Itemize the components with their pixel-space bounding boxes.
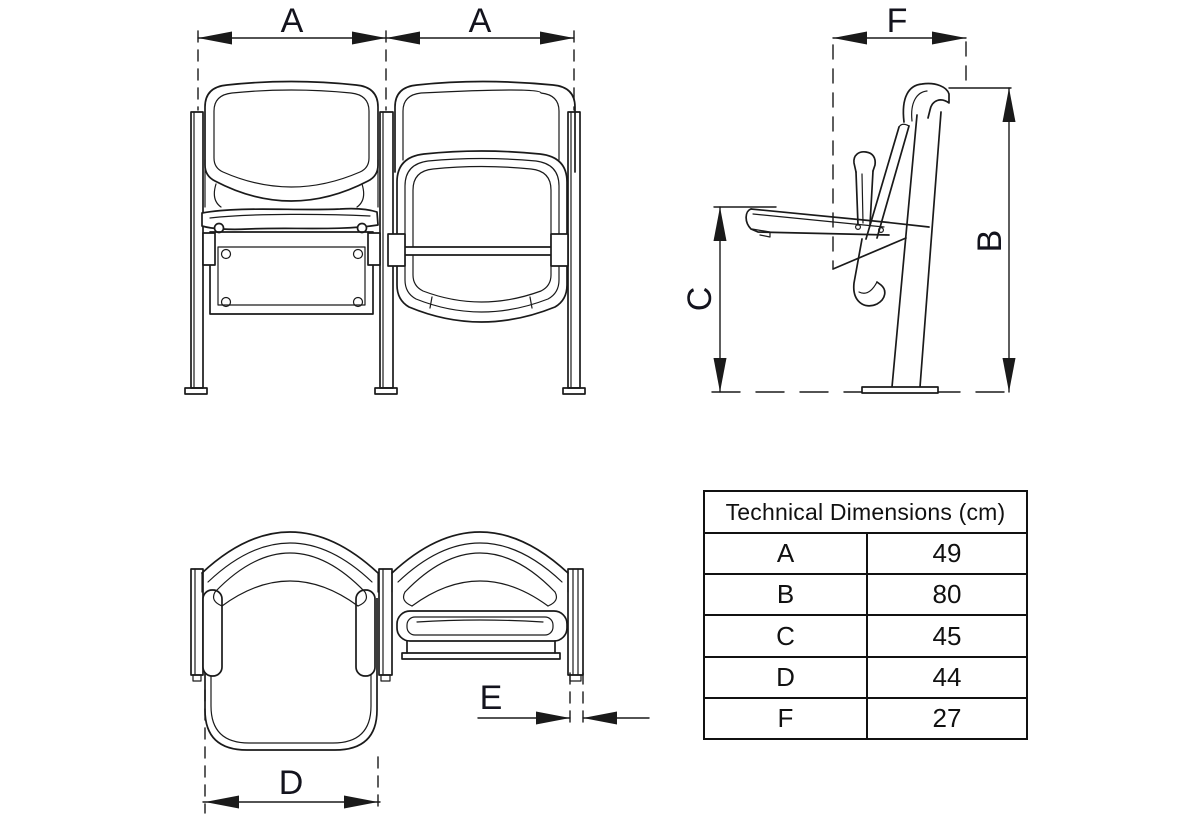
dim-value-cell: 44 — [932, 661, 962, 692]
foot-plate — [563, 388, 585, 394]
folded-seat-outer — [397, 151, 567, 322]
dim-label-a-left: A — [280, 2, 304, 40]
top-left-seat-open — [202, 532, 378, 750]
armrest — [854, 152, 875, 172]
hinge-bracket — [388, 234, 405, 266]
side-dim-f — [833, 2, 966, 268]
side-view — [681, 2, 1016, 393]
dim-label-f: F — [886, 2, 908, 40]
screw — [354, 250, 363, 259]
headrest — [903, 84, 949, 122]
armrest-pad — [203, 590, 222, 676]
table-row — [705, 658, 1026, 699]
seat-pan — [205, 598, 377, 750]
armrest-pad — [356, 590, 375, 676]
seat-front-edge — [202, 209, 378, 230]
top-right-seat-folded — [392, 532, 568, 659]
dimensions-table — [703, 490, 1028, 740]
foot-plate — [375, 388, 397, 394]
backrest-inner — [403, 90, 559, 160]
front-view — [185, 2, 585, 394]
dim-letter-cell: F — [705, 699, 868, 738]
backrest-outer — [205, 82, 378, 202]
dim-letter-cell: C — [705, 616, 868, 655]
dim-value-cell: 45 — [932, 620, 962, 651]
top-view — [191, 532, 649, 813]
dim-letter-cell: B — [705, 575, 868, 614]
top-dim-e — [478, 673, 649, 730]
hinge-bracket — [551, 234, 568, 266]
dim-label-b: B — [971, 229, 1009, 253]
hinge-bracket — [368, 233, 380, 265]
dim-letter-cell: A — [705, 534, 868, 573]
table-row — [705, 575, 1026, 616]
dim-label-a-right: A — [468, 2, 492, 40]
dim-letter-cell: D — [705, 658, 868, 697]
side-dim-b — [949, 88, 1016, 392]
backrest-inner — [214, 90, 369, 187]
folded-seat-band — [397, 611, 567, 641]
pivot-rail — [397, 247, 567, 255]
foot-plate — [185, 388, 207, 394]
dim-value-cell: 49 — [932, 538, 962, 569]
front-dim-a — [198, 2, 574, 110]
table-title: Technical Dimensions (cm) — [705, 492, 1026, 534]
dim-label-c: C — [681, 286, 719, 312]
under-seat-panel — [210, 232, 373, 314]
front-right-seat-folded — [388, 82, 575, 323]
dim-label-e: E — [479, 679, 503, 717]
dim-value-cell: 80 — [932, 579, 962, 610]
dim-label-d: D — [278, 764, 304, 802]
table-row — [705, 616, 1026, 657]
side-seat — [746, 84, 949, 393]
under-seat-strut — [833, 238, 906, 269]
seat-pan-top — [751, 209, 929, 227]
foot-plate — [862, 387, 938, 393]
seat-support — [407, 641, 555, 653]
dim-value-cell: 27 — [932, 702, 962, 733]
front-left-seat-open — [202, 82, 380, 315]
table-row — [705, 534, 1026, 575]
hinge-bracket — [203, 233, 215, 265]
table-row — [705, 699, 1026, 738]
screw — [222, 250, 231, 259]
